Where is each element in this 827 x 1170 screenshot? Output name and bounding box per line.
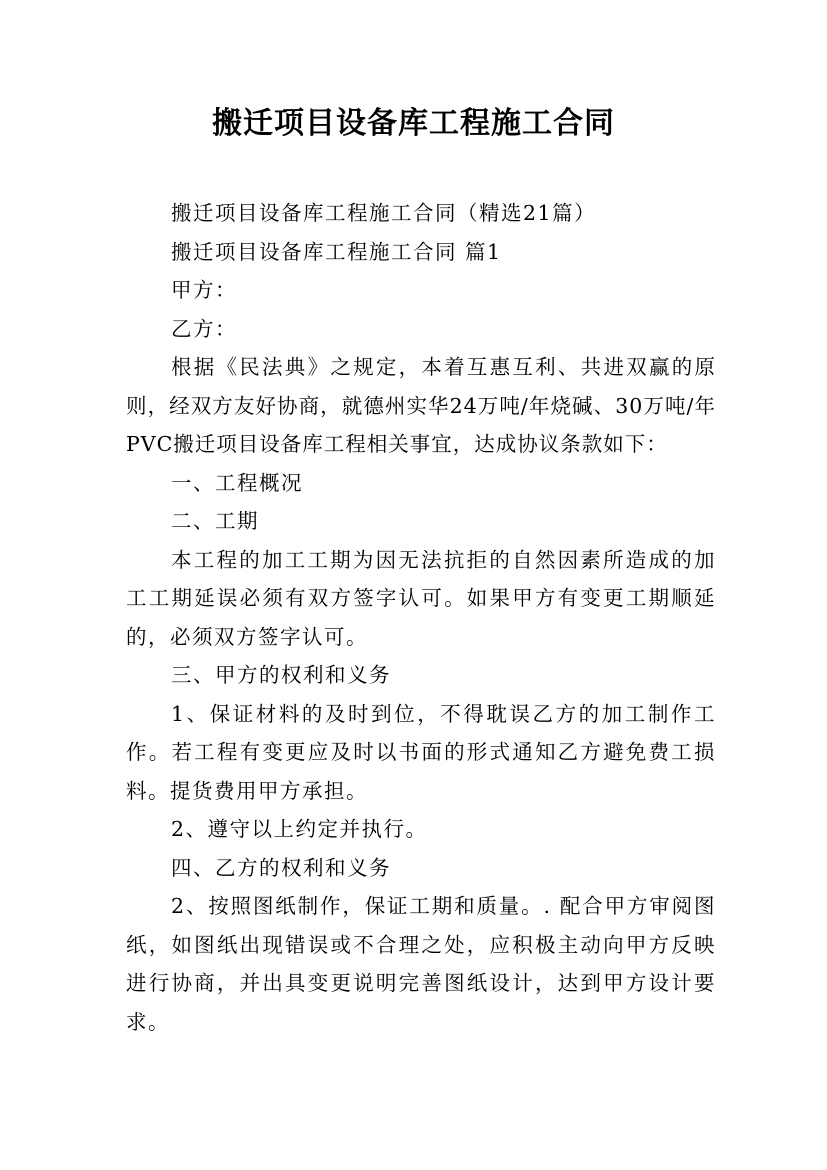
section-heading-party-b-duties: 四、乙方的权利和义务 [171,855,391,880]
paragraph-party-b: 乙方： [171,316,237,341]
section-heading-schedule: 二、工期 [171,509,259,533]
section-heading-party-a-duties: 三、甲方的权利和义务 [171,663,391,687]
document-body [126,194,716,1041]
paragraph-party-a-duty-1: 1、保证材料的及时到位，不得耽误乙方的加工制作工作。若工程有变更应及时以书面的形式通知乙方避免费工损料。提货费用甲方承担。 [126,701,716,803]
paragraph-preamble: 根据《民法典》之规定，本着互惠互利、共进双赢的原则，经双方友好协商，就德州实华24万吨/年烧碱、30万吨/年PVC搬迁项目设备库工程相关事宜，达成协议条款如下： [126,355,716,456]
document-title: 搬迁项目设备库工程施工合同 [212,106,615,141]
paragraph-party-a: 甲方： [171,278,237,302]
paragraph-party-b-duty-2: 2、按照图纸制作，保证工期和质量。. 配合甲方审阅图纸，如图纸出现错误或不合理之处，应积极主动向甲方反映进行协商，并出具变更说明完善图纸设计，达到甲方设计要求。 [126,894,716,1034]
section-heading-overview: 一、工程概况 [171,470,303,495]
paragraph-article-heading: 搬迁项目设备库工程施工合同 篇1 [171,239,502,264]
paragraph-schedule: 本工程的加工工期为因无法抗拒的自然因素所造成的加工工期延误必须有双方签字认可。如果甲方有变更工期顺延的，必须双方签字认可。 [126,547,716,649]
paragraph-collection-heading: 搬迁项目设备库工程施工合同（精选21篇） [171,201,597,225]
paragraph-party-a-duty-2: 2、遵守以上约定并执行。 [171,817,428,841]
